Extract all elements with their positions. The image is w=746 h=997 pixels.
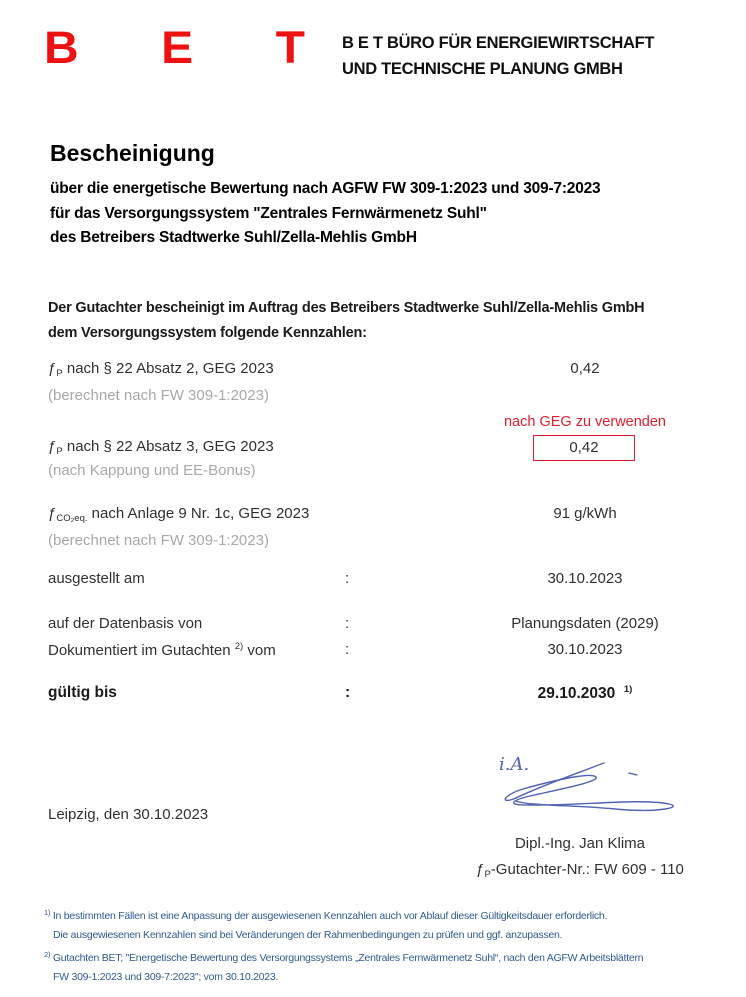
fp-absatz2-value: 0,42 (570, 360, 600, 377)
footnote-2-continuation (44, 968, 724, 987)
signature-ia-text: i.A. (499, 754, 530, 775)
signer-name: Dipl.-Ing. Jan Klima (514, 835, 646, 852)
fco2eq-label (48, 505, 309, 524)
fco2eq-symbol: ƒ (48, 505, 57, 522)
gutachter-number-text: -Gutachter-Nr.: FW 609 - 110 (490, 861, 684, 878)
fp-absatz3-value: 0,42 (569, 439, 599, 456)
geg-usage-annotation: nach GEG zu verwenden (503, 414, 666, 430)
valid-until-date: 29.10.2030 (537, 685, 616, 702)
footnotes-block (44, 903, 724, 987)
intro-line2: dem Versorgungssystem folgende Kennzahlen: (48, 325, 367, 341)
bet-logo: B E T (44, 22, 340, 74)
signature-scribble (483, 743, 701, 833)
fp-absatz2-text: nach § 22 Absatz 2, GEG 2023 (62, 360, 274, 377)
signature-stroke (505, 775, 673, 810)
fp-absatz2-label (48, 360, 274, 379)
company-name (342, 30, 654, 82)
issued-value: 30.10.2023 (547, 570, 623, 587)
documented-label-post: vom (243, 642, 276, 659)
footnote2-ref: 2) (234, 641, 244, 652)
databasis-label: auf der Datenbasis von (48, 615, 203, 632)
documented-label-pre: Dokumentiert im Gutachten (48, 642, 235, 659)
gutachter-number (455, 861, 705, 880)
databasis-value: Planungsdaten (2029) (511, 615, 659, 632)
documented-colon: : (345, 641, 350, 658)
footnote-2 (44, 945, 724, 968)
fp-symbol: ƒ (48, 438, 57, 455)
footnote-1-continuation (44, 926, 724, 945)
fco2eq-note: (berechnet nach FW 309-1:2023) (48, 532, 269, 549)
intro-paragraph (48, 296, 644, 346)
gutachter-number-symbol: ƒ (476, 861, 485, 878)
fco2eq-text: nach Anlage 9 Nr. 1c, GEG 2023 (87, 505, 310, 522)
place-and-date: Leipzig, den 30.10.2023 (48, 806, 209, 823)
footnote-1-marker: 1) (44, 908, 51, 917)
documented-value: 30.10.2023 (547, 641, 623, 658)
valid-until-value (465, 684, 705, 703)
fp-symbol: ƒ (48, 360, 57, 377)
subtitle-block (50, 177, 600, 251)
issued-label: ausgestellt am (48, 570, 145, 587)
issued-colon: : (345, 570, 350, 587)
company-name-line1: B E T BÜRO FÜR ENERGIEWIRTSCHAFT (342, 34, 655, 52)
fp-absatz3-value-box (533, 435, 635, 461)
subtitle-line3: des Betreibers Stadtwerke Suhl/Zella-Mehlis GmbH (50, 229, 417, 246)
valid-until-colon: : (345, 684, 351, 701)
company-name-line2: UND TECHNISCHE PLANUNG GMBH (342, 60, 623, 78)
valid-until-label: gültig bis (48, 684, 117, 701)
fp-absatz3-label (48, 438, 274, 457)
subtitle-line1: über die energetische Bewertung nach AGFW FW 309-1:2023 und 309-7:2023 (50, 180, 601, 197)
fp-absatz2-note: (berechnet nach FW 309-1:2023) (48, 387, 269, 404)
footnote-2-continuation-text: FW 309-1:2023 und 309-7:2023"; vom 30.10.2023. (53, 971, 279, 983)
databasis-colon: : (345, 615, 350, 632)
footnote-1 (44, 903, 724, 926)
footnote-2-text: Gutachten BET; "Energetische Bewertung des Versorgungssystems „Zentrales Fernwärmenetz Suhl“, nach den AGFW Arbeitsblättern (52, 952, 644, 964)
fp-absatz3-text: nach § 22 Absatz 3, GEG 2023 (62, 438, 274, 455)
footnote-2-marker: 2) (44, 950, 51, 959)
footnote1-ref: 1) (623, 684, 633, 695)
fp-subscript: P (56, 446, 63, 457)
gutachter-number-subscript: P (484, 869, 491, 880)
fp-subscript: P (56, 368, 63, 379)
fco2eq-subscript: CO₂eq. (56, 513, 88, 524)
footnote-1-continuation-text: Die ausgewiesenen Kennzahlen sind bei Veränderungen der Rahmenbedingungen zu prüfen und ggf. anzupassen. (53, 929, 563, 941)
documented-label (48, 641, 276, 659)
fp-absatz3-note: (nach Kappung und EE-Bonus) (48, 462, 256, 479)
subtitle-line2: für das Versorgungssystem "Zentrales Fernwärmenetz Suhl" (50, 204, 487, 222)
signature-dot (629, 773, 637, 775)
fco2eq-value: 91 g/kWh (553, 505, 617, 522)
footnote-1-text: In bestimmten Fällen ist eine Anpassung der ausgewiesenen Kennzahlen auch vor Ablauf dieser Gültigkeitsdauer erforderlich. (52, 910, 608, 922)
page-title: Bescheinigung (50, 140, 215, 166)
intro-line1: Der Gutachter bescheinigt im Auftrag des Betreibers Stadtwerke Suhl/Zella-Mehlis GmbH (48, 300, 645, 316)
